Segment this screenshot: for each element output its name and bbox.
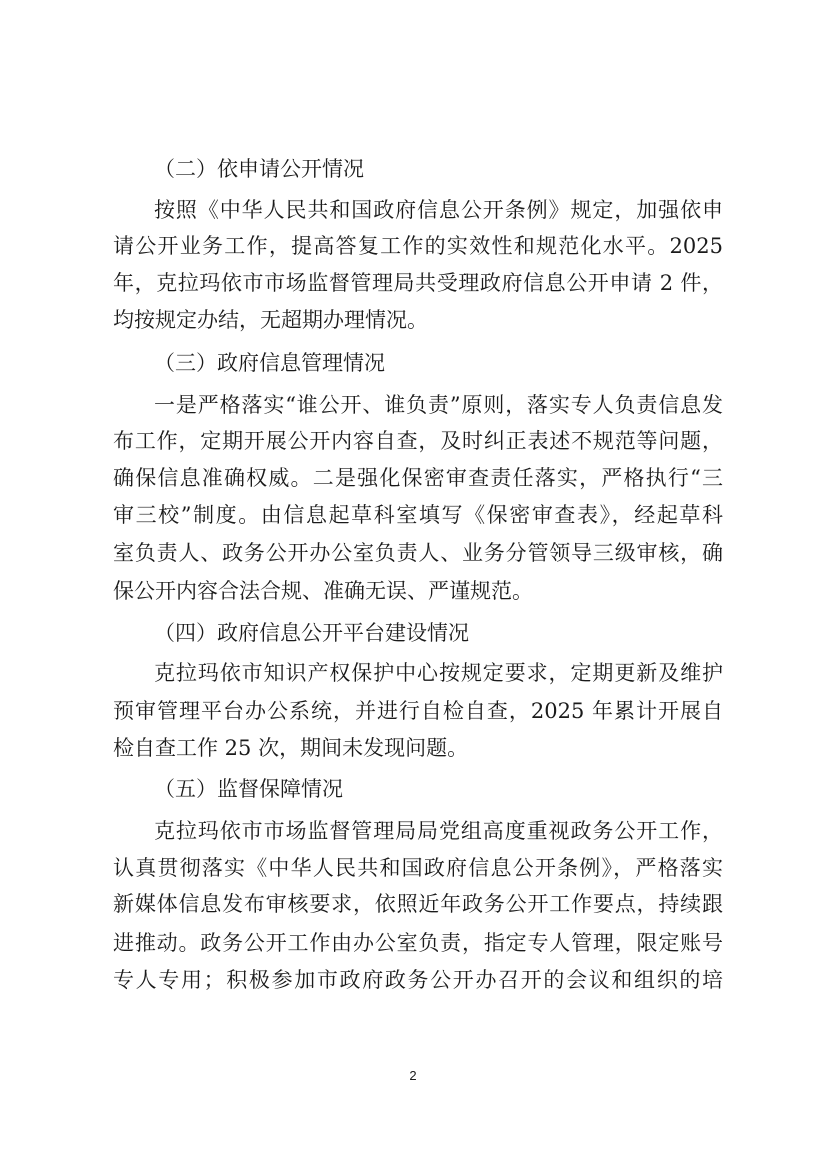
- paragraph-line: 布工作，定期开展公开内容自查，及时纠正表述不规范等问题，: [113, 429, 723, 453]
- paragraph-line: 按照《中华人民共和国政府信息公开条例》规定，加强依申: [154, 198, 723, 222]
- section-heading: （三）政府信息管理情况: [154, 351, 385, 375]
- paragraph-line: 年，克拉玛依市市场监督管理局共受理政府信息公开申请 2 件，: [113, 271, 723, 295]
- page-number: 2: [409, 1068, 417, 1083]
- paragraph-line: 专人专用；积极参加市政府政务公开办召开的会议和组织的培: [113, 968, 723, 992]
- paragraph-line: 克拉玛依市市场监督管理局局党组高度重视政务公开工作，: [154, 819, 723, 843]
- paragraph-line: 室负责人、政务公开办公室负责人、业务分管领导三级审核，确: [113, 541, 723, 565]
- section-heading: （四）政府信息公开平台建设情况: [154, 621, 469, 645]
- paragraph-line: 一是严格落实“谁公开、谁负责”原则，落实专人负责信息发: [154, 393, 723, 417]
- paragraph-line: 新媒体信息发布审核要求，依照近年政务公开工作要点，持续跟: [113, 892, 723, 916]
- paragraph-line: 均按规定办结，无超期办理情况。: [113, 308, 428, 332]
- paragraph-line: 检自查工作 25 次，期间未发现问题。: [113, 736, 469, 760]
- paragraph-line: 确保信息准确权威。二是强化保密审查责任落实，严格执行“三: [113, 466, 723, 490]
- paragraph-line: 保公开内容合法合规、准确无误、严谨规范。: [113, 579, 533, 603]
- paragraph-line: 克拉玛依市知识产权保护中心按规定要求，定期更新及维护: [154, 661, 723, 685]
- paragraph-line: 预审管理平台办公系统，并进行自检自查，2025 年累计开展自: [113, 699, 723, 723]
- section-heading: （五）监督保障情况: [154, 777, 343, 801]
- paragraph-line: 审三校”制度。由信息起草科室填写《保密审查表》，经起草科: [113, 503, 723, 527]
- section-heading: （二）依申请公开情况: [154, 157, 364, 181]
- paragraph-line: 请公开业务工作，提高答复工作的实效性和规范化水平。2025: [113, 234, 723, 258]
- paragraph-line: 认真贯彻落实《中华人民共和国政府信息公开条例》，严格落实: [113, 856, 723, 880]
- paragraph-line: 进推动。政务公开工作由办公室负责，指定专人管理，限定账号: [113, 931, 723, 955]
